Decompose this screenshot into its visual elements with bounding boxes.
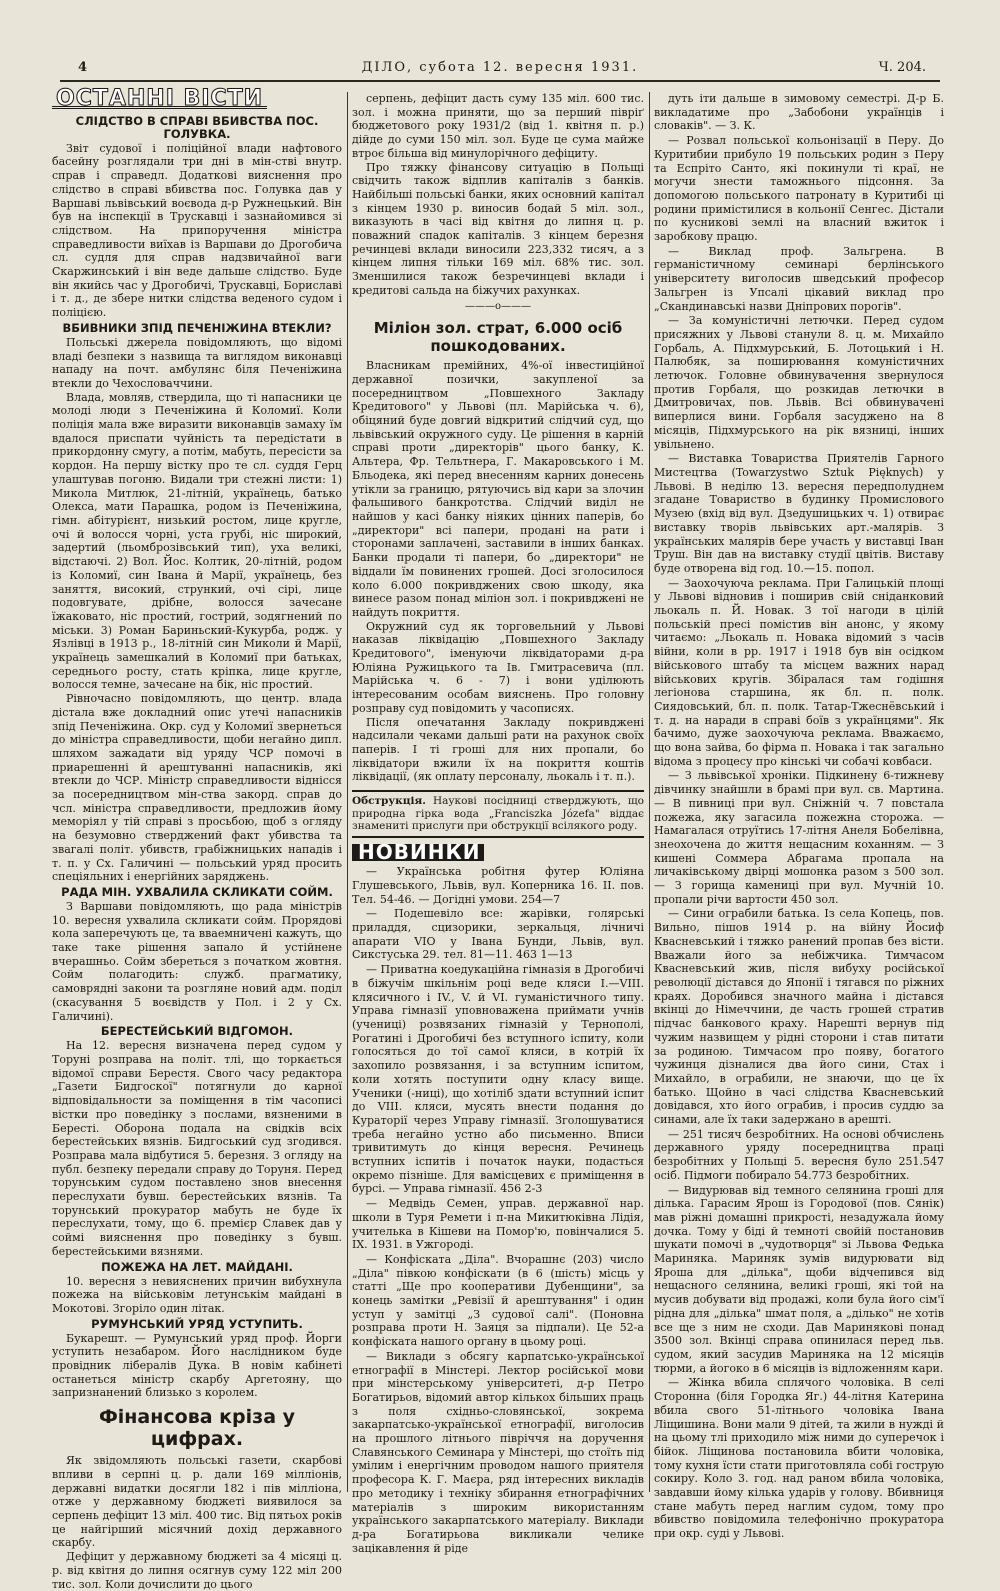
article-paragraph: На 12. вересня визначена перед судом у Торуні розправа на політ. тлі, що торкається відомої справи Берестя. Свого часу редактора „Газети Бидгоскої" потягнули до карної відповідальности за поміщення в тім часописі вістки про поведінку з послами, вязненими в Бересті. Оборона подала на свідків всіх берестейських вязнів. Бидгоський суд згодився. Розправа мала відбутися 5. березня. З огляду на публ. безпеку передали справу до Торуня. Перед торунським судом поставлено знов внесення переслухати бувш. берестейських вязнів. Та торунський прокуратор мабуть не буде їх переслухати, тому, що 6. премієр Славек дав у соймі вияснення про поведінку з бувш. берестейськими вязнями. xyxy=(52,1039,342,1258)
article-paragraph: Польські джерела повідомляють, що відомі владі безпеки з назвища та виглядом виконавці нападу на почт. амбулянс біля Печеніжина втекли до Чехословаччини. xyxy=(52,335,342,390)
article-paragraph: Про тяжку фінансову ситуацію в Польщі свідчить також відплив капіталів з банків. Найбільші польські банки, яких основний капітал з кінцем 1930 р. виносив бодай 5 міл. зол., виказують в часі від квітня до липня ц. р. поважний спадок капіталів. З кінцем березня речинцеві вклади виносили 223,332 тисяч, а з кінцем липня тільки 169 міл. 68% тис. зол. Зменшилися також безречинцеві вклади і кредитові сальда на біжучих рахунках. xyxy=(352,160,644,297)
article-heading: РУМУНСЬКИЙ УРЯД УСТУПИТЬ. xyxy=(91,1316,303,1331)
article-paragraph: Дефіцит у державному бюджеті за 4 місяці ц. р. від квітня до липня осягнув суму 122 міл 200 тис. зол. Коли дочислити до цього xyxy=(52,1550,342,1591)
ad-text: Наукові посідниці стверджують, що природна гірка вода „Franciszka Józefa" віддає знамениті прислуги при обструкції всілякого роду. xyxy=(352,795,644,833)
section-banner-news: НОВИНКИ xyxy=(352,844,484,862)
news-item: — Жінка вбила сплячого чоловіка. В селі Сторонна (біля Городка Яг.) 44-літня Катерина вбила свого 51-літнього чоловіка Івана Ліщишина. Вони мали 9 дітей, та жили в нужді й на цьому тлі приходило між ними до суперечок і бійок. Ліщинова постановила вбити чоловіка, тому кухня їсти стати приготовляла собі гострую сокиру. Коло 3. год. над раном вбила чоловіка, завдавши йому кілька ударів у голову. Вбивниця стане мабуть перед наглим судом, тому про вбивство повідомила телефонічно прокуратора при окр. суді у Львові. xyxy=(654,1376,944,1541)
news-item: — Сини ограбили батька. Із села Копець, пов. Вильно, пішов 1914 р. на війну Йосиф Квасневський і тяжко ранений пропав без вісти. Вважали його за небіжчика. Тимчасом Квасневський жив, після вибуху російської революції дістався до Японії і тягався по ріжних краях. Доробився значного майна і дістався вкінці до Німеччини, де часть грошей стратив підчас банкового краху. Нарешті вернув під чужим назвищем у рідні сторони і став питати за родиною. Тимчасом про появу, богатого чужинця дізналися два його сини, Стах і Михайло, в ограбили, не знаючи, що це їх батько. Щойно в часі слідства Квасневський довідався, хто його ограбив, і просив суддю за синами, але їх таки задержано в арешті. xyxy=(654,907,944,1127)
article-paragraph: Окружний суд як торговельний у Львові наказав ліквідацію „Повшехного Закладу Кредитового", іменуючи ліквідаторами д-ра Юліяна Ружицького та Ів. Гмитрасевича (пл. Марійська ч. 6 - 7) і вони уділюють інтересованим особам вияснень. Про головну розправу суд повідомить у часописях. xyxy=(352,619,644,715)
news-item: — Медвідь Семен, управ. державної нар. школи в Туря Ремети і п-на Микитюківна Лідія, учителька в Кішеви на Помор'ю, повінчалися 5. IX. 1931. в Ужгороді. xyxy=(352,1197,644,1252)
section-banner-latest-news: ОСТАННІ ВІСТИ xyxy=(52,92,267,109)
article-heading: РАДА МІН. УХВАЛИЛА СКЛИКАТИ СОЙМ. xyxy=(61,884,333,899)
article-paragraph: серпень, дефіцит дасть суму 135 міл. 600 тис. зол. і можна приняти, що за перший півріґ бюджетового року 1931/2 (від 1. квітня п. р.) дійде до суми 150 міл. зол. Буде це сума майже втроє більша від минулорічного дефіциту. xyxy=(352,92,644,160)
article-paragraph: Рівночасно повідомляють, що центр. влада дістала вже докладний опис утечі напасників зпід Печеніжина. Окр. суд у Коломиї звернеться до міністра справедливости, щоби негайно дипл. шляхом зажадати від уряду ЧСР помочі в приарешенні й арештуванні напасників, які втекли до ЧСР. Міністр справедливости віднісся за посередництвом мін-ства закорд. справ до чсл. міністра справедливости, предложив йому меморіял у тій справі з просьбою, щоб з огляду на безумовно стверджений факт убивства та звагалі політ. убивств, грабіжницьких нападів і т. п. у Сх. Галичині — польський уряд просить спеціяльних і енергійних заряджень. xyxy=(52,692,342,884)
column-2 xyxy=(352,92,644,1555)
news-item: — Виставка Товариства Приятелів Гарного Мистецтва (Towarzystwo Sztuk Pięknych) у Львові. В неділю 13. вересня передполуднем згадане Товариство в будинку Промислового Музею (вхід від вул. Дзедушицьких ч. 1) отвирає виставку творів львівських арт.-малярів. З українських малярів бере участь у виставці Іван Труш. Він дав на виставку студії цвітів. Виставу буде отворена від год. 10.—15. попол. xyxy=(654,452,944,575)
article-paragraph: Після опечатання Закладу покривджені надсилали чеками дальші рати на рахунок своїх паперів. І ті гроші для них пропали, бо ліквідатори вжили їх на покриття коштів ліквідації, (як оплату персоналу, льокаль і т. п.). xyxy=(352,715,644,784)
article-paragraph: З Варшави повідомляють, що рада міністрів 10. вересня ухвалила скликати сойм. Прорядові кола заперечують це, та вваемничені кажуть, що таке таке рішення запало й устійнене вчерашньо. Сойм збереться з початком жовтня. Сойм полагодить: служб. прагматику, самоврядні закони та розгляне новий адм. поділ (скасування 5 воєвідств у Пол. і 2 у Сх. Галичині). xyxy=(52,899,342,1023)
article-paragraph: Звіт судової і поліційної влади нафтового басейну розглядали три дні в мін-стві внутр. справ і справедл. Додаткові вияснення про слідство в справі вбивства пос. Голувка дав у Варшаві львівський воєвода д-р Ружнецький. Він був на інспекції в Трускавці і зазнайомився зі слідством. На припоручення міністра справедливости виїхав із Варшави до Дрогобича сл. судля для справ надзвичайної ваги Скаржинський і він веде дальше слідство. Буде він якийсь час у Дрогобичі, Трускавці, Бориславі і т. д., де збере нитки слідства веденого судом і поліцією. xyxy=(52,141,342,320)
masthead-date: ДІЛО, субота 12. вересня 1931. xyxy=(361,60,639,75)
separator-ornament: ———o——— xyxy=(464,300,532,312)
news-item: — Приватна коедукаційна гімназія в Дрогобичі в біжучім шкільнім році веде кляси І.—VIII. клясичного і IV., V. й VI. гуманістичного типу. Управа гімназії уповноважена приймати учнів (учениці) розвязаних гімназій у Тернополі, Рогатині і Дрогобичі без вступного іспиту, коли голосяться до тої самої кляси, в котрій їх захопило розвязання, і за вступним іспитом, коли хотять поступити одну класу вище. Ученики (-ниці), що хотіліб здати вступний іспит до VIII. кляси, мусять внести подання до Кураторії через Управу гімназії. Зголошуватися треба негайно устно або письменно. Вписи тривитимуть до кінця вересня. Речинець вступних іспитів і початок науки, подасться окремо пізніше. Для вамісцевих є приміщення в бурсі. — Управа гімназії. 456 2-3 xyxy=(352,963,644,1196)
news-item: дуть іти дальше в зимовому семестрі. Д-р Б. викладатиме про „Забобони українців і словаків". — З. К. xyxy=(654,92,944,133)
news-item: — Подешевіло все: жарівки, голярські приладдя, сцизорики, зеркальця, лічничі апарати VIO у Івана Бунди, Львів, вул. Сикстуська 29. тел. 81—11. 463 1—13 xyxy=(352,907,644,962)
news-item: — Видурював від темного селянина гроші для ділька. Гарасим Ярош із Городової (пов. Сянік) мав ріжні домашні прикрості, незадужала йому дочка. Тому у біді й темноті свойій постановив шукати помочі в „чудотворця" зі Львова Федька Мариняка. Мариняк зумів видурювати від Яроша для „ділька", щоби відчепився від нещасного селянина, великі гроші, які той на мусив добувати від продажі, коли була його сім'ї рідна для „ділька" шмат поля, а „ділько" не хотів все ще з ним не сходи. Дав Маринякові понад 3500 зол. Вкінці справа опинилася перед льв. судом, який засудив Мариняка на 12 місяців тюрми, а йогоко в 6 місяців із відложенням кари. xyxy=(654,1183,944,1375)
page-header xyxy=(60,58,940,82)
article-paragraph: Букарешт. — Румунський уряд проф. Йорги уступить незабаром. Його наслідником буде провідник лібералів Дука. В новім кабінеті останеться міністр скарбу Аргетояну, що запризнанений близько з королем. xyxy=(52,1331,342,1400)
article-heading: БЕРЕСТЕЙСЬКИЙ ВІДГОМОН. xyxy=(100,1024,294,1039)
article-paragraph: 10. вересня з невияснених причин вибухнула пожежа на військовім летунськім майдані в Мокотові. Згоріло один літак. xyxy=(52,1274,342,1315)
news-item: — З львівської хроніки. Підкинену 6-тижневу дівчинку знайшли в брамі при вул. св. Мартина. — В пивниці при вул. Сніжній ч. 7 повстала пожежа, яку загасила пожежна сторожа. — Намагалася отруїтись 17-літня Анеля Бобелівна, знеохочена до життя нещасним коханням. — З кишені Соммера Абрагама пропала на личаківському двірці мошонка разом з 500 зол. — З горища камениці при вул. Мучній 10. пропали річи вартости 450 зол. xyxy=(654,769,944,906)
news-item: — Конфіската „Діла". Вчорашнє (203) число „Діла" півкою конфіскати (в 6 (шість) місць у статті „Ще про кооперативи Дубенщини", за конець замітки „Ревізії й арештування" і один уступ у замітці „З судової салі". (Поновна розправа проти Н. Заяця за підпали). Це 52-а конфіската нашого органу в цьому році. xyxy=(352,1252,644,1349)
article-heading: ПОЖЕЖА НА ЛЕТ. МАЙДАНІ. xyxy=(101,1259,293,1274)
article-paragraph: Власникам премійних, 4%-ої інвестиційної державної позички, закупленої за посередництвом „Повшехного Закладу Кредитового" у Львові (пл. Марійська ч. 6), обіцяний буде довгий відкритий слідчий суд, що львівський окружного суду. Це рішення в карній справі проти „директорів" цього банку, К. Альтера, Фр. Тельтнера, Г. Макаровського і М. Бльодека, які перед внесенням карних донесень утікли за границю, рятуючись від кари за злочин фальшивого банкротства. Слідчий виділ не найшов у касі банку ніяких цінних паперів, бо „директори" всі папери, продані на рати і сторонами заплачені, заставили в інших банках. Банки продали ті папери, бо „директори" не віддали їм повинених грошей. Досі зголосилося коло 6.000 покривджених свою шкоду, яка винесе разом понад міліон зол. і покривджені не найдуть покриття. xyxy=(352,359,644,619)
news-item: — Українська робітня футер Юліяна Глушевського, Львів, вул. Коперника 16. II. пов. Тел. 54-46. — Догідні умови. 254—7 xyxy=(352,865,644,906)
issue-number: Ч. 204. xyxy=(878,60,926,75)
column-divider xyxy=(347,92,348,1492)
news-item: — Заохочуюча реклама. При Галицькій площі у Львові відновив і поширив свій сніданковий льокаль п. Й. Новак. З тої нагоди в цілій польській пресі помістив він анонс, у якому читаємо: „Льокаль п. Новака відомий з часів війни, коли в рр. 1917 і 1918 був він осідком військового штабу та місцем важних нарад військових кругів. Збіралася там годішня легіонова старшина, як бл. п. полк. Сиядовський, бл. п. полк. Татар-Тжеснёвський і т. д. на наради в справі боїв з українцями". Як бачимо, дуже заохочуюча реклама. Вважаємо, що вона зайва, бо фірма п. Новака і так загально відома з процесу про кінські чи собачі ковбаси. xyxy=(654,576,944,768)
article-paragraph: Як звідомляють польські газети, скарбові впливи в серпні ц. р. дали 169 мілліонів, державні видатки досягли 182 і пів мілліона, отже у державному бюджеті виявилося за серпень дефіцит 13 міл. 400 тис. Від пятьох років це найгірший місячний дохід державного скарбу. xyxy=(52,1454,342,1550)
news-item: — 251 тисяч безробітних. На основі обчислень державного уряду посередництва праці безробітних у Польщі 5. вересня було 251.547 осіб. Підмоги побирало 54.773 безробітних. xyxy=(654,1127,944,1182)
column-1 xyxy=(52,86,342,1591)
article-heading: СЛІДСТВО В СПРАВІ ВБИВСТВА ПОС. ГОЛУВКА. xyxy=(75,113,319,141)
column-3 xyxy=(654,92,944,1541)
ad-title: Обструкція. xyxy=(352,795,426,808)
advertisement-box xyxy=(352,790,644,838)
article-heading-million-loss: Міліон зол. страт, 6.000 осіб пошкодованих. xyxy=(373,319,623,356)
column-divider xyxy=(649,92,650,1492)
news-item: — Виклад проф. Зальгрена. В германістичному семинарі берлінського університету виголосив шведський професор Зальгрен із Упсалі цікавий виклад про „Скандинавські назви Дніпрових порогів". xyxy=(654,244,944,313)
article-paragraph: Влада, мовляв, ствердила, що ті напасники це молоді люди з Печеніжина й Коломиї. Коли поліція мала вже виразити виконавців замаху їм вдалося приспати чуйність та передістати в прикордонну смугу, а потім, мабуть, пересісти за кордон. На першу вістку про те сл. суддя Герц улаштував погоню. Видали три стежні листи: 1) Микола Митлюк, 21-літній, українець, батько Олекса, мати Парашка, родом із Печеніжина, гімн. абітурієнт, низький ростом, лице кругле, очі й волосся чорні, уста грубі, ніс широкий, задертий (льомброзівський тип), уха великі, відстаючі. 2) Вол. Йос. Колтик, 20-літній, родом із Коломиї, син Івана й Марії, українець, без заняття, високий, стрункий, очі сірі, лице подовгувате, дрібне, волосся зачесане їжаковато, ніс простий, гострий, зодягнений по міськи. 3) Роман Бариньский-Кукурба, родж. у Язлівці в 1913 р., 18-літній син Миколи й Марії, українець замешкалий в Коломиї при батьках, середнього росту, стать кріпка, лице кругле, волосся темне, зачесане на бік, ніс простий. xyxy=(52,390,342,692)
page-number: 4 xyxy=(78,60,88,75)
news-item: — Виклади з обсягу карпатсько-української етнографії в Мінстері. Лектор російської мови при мінстерському університеті, д-р Петро Богатирьов, відомий автор кількох більших праць з поля східньо-словянської, зокрема закарпатсько-української етнографії, виголосив на прошлого літнього півріччя на доручення Славянського Семинара у Мінстері, що стоїть під умілим і енергічним проводом нашого приятеля професора К. Г. Маєра, ряд інтересних викладів про методику і техніку збирання етнографічних матеріалів з широким використанням українського закарпатського матеріалу. Виклади д-ра Богатирьова викликали челике зацікавлення й ріде xyxy=(352,1349,644,1555)
article-heading-finance-crisis: Фінансова кріза у цифрах. xyxy=(98,1406,296,1451)
news-item: — Розвал польської кольонізації в Перу. До Куритибии прибуло 19 польських родин з Перу та Еспріто Санто, які покинули ті краї, не могучи знести таможнього підсоння. За допомогою польського патронату в Куритибі ці родини примістилися в кольонії Сенгес. Дістали по кусникові землі на власний вжиток і заробкову працю. xyxy=(654,134,944,244)
article-heading: ВБИВНИКИ ЗПІД ПЕЧЕНІЖИНА ВТЕКЛИ? xyxy=(62,320,332,335)
news-item: — За комуністичні летючки. Перед судом присяжних у Львові станули 8. ц. м. Михайло Горбаль, А. Підхмурський, Б. Лотоцький і Н. Палюбяк, за поширювання комуністичних летючок. Головне обвинувачення звернулося против Горбаля, що розкидав летючки в Дмитровичах, пов. Львів. Всі обвинувачені виперлися вини. Горбаля засуджено на 8 місяців, Підхмурського на рік вязниці, інших увільнено. xyxy=(654,314,944,451)
